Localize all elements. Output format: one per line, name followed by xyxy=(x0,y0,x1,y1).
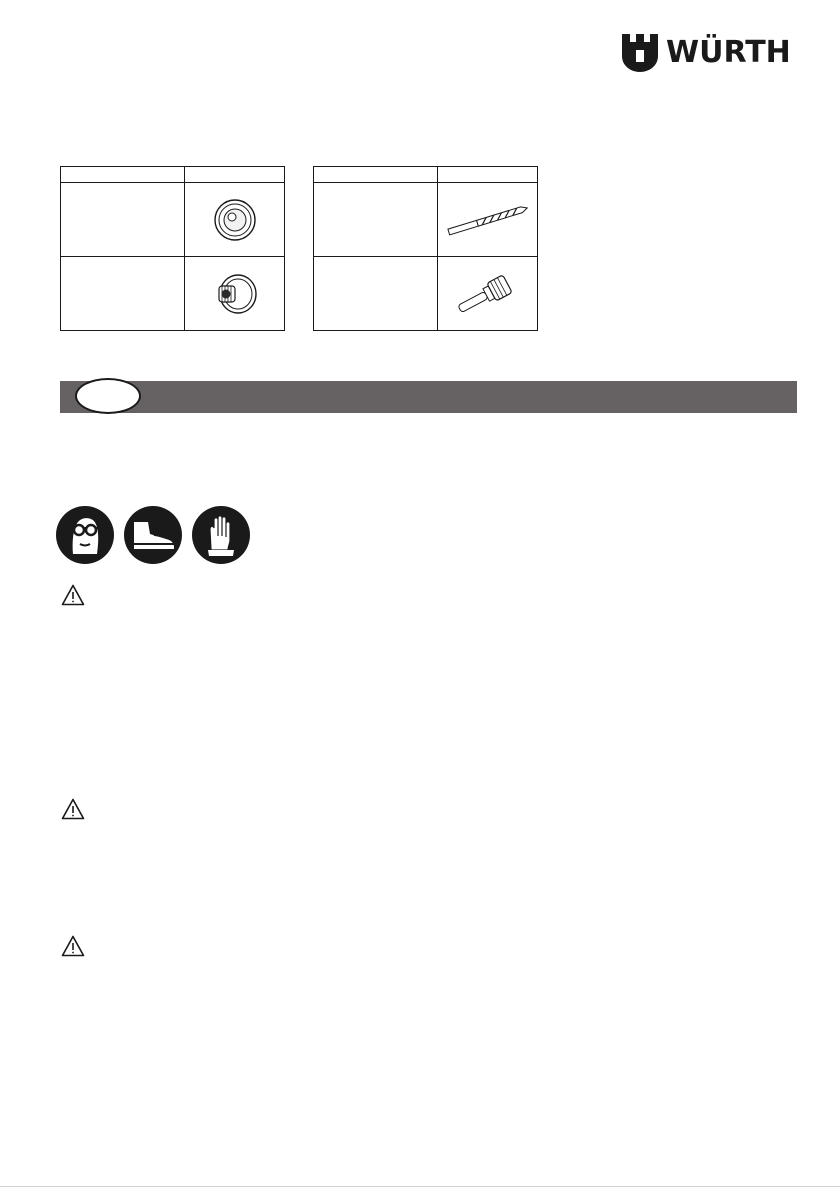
parts-table-1 xyxy=(60,166,285,331)
part-image-cell xyxy=(438,257,538,331)
part-image-cell xyxy=(185,183,285,257)
part-image-cell xyxy=(185,257,285,331)
part-image-cell xyxy=(438,183,538,257)
cup-washer-icon xyxy=(205,195,265,245)
section-header-bar xyxy=(60,381,797,413)
table-row xyxy=(61,257,285,331)
safety-shoes-icon xyxy=(124,506,182,564)
table-header-row xyxy=(314,167,538,183)
language-badge xyxy=(75,378,141,414)
wurth-wordmark: WÜRTH xyxy=(666,35,791,70)
warning-triangle-icon xyxy=(61,935,85,957)
part-label-cell xyxy=(61,257,185,331)
table-row xyxy=(61,183,285,257)
table-row xyxy=(314,257,538,331)
header-cell-image xyxy=(185,167,285,183)
header-cell-image xyxy=(438,167,538,183)
warning-triangle-icon xyxy=(61,584,85,606)
table-row xyxy=(314,183,538,257)
part-label-cell xyxy=(61,183,185,257)
page-bottom-rule xyxy=(0,1186,840,1187)
part-label-cell xyxy=(314,183,438,257)
part-label-cell xyxy=(314,257,438,331)
threaded-adapter-icon xyxy=(205,269,265,319)
wurth-castle-icon xyxy=(622,34,658,72)
protective-gloves-icon xyxy=(192,506,250,564)
table-header-row xyxy=(61,167,285,183)
eye-protection-icon xyxy=(56,506,114,564)
drill-bit-icon xyxy=(443,200,533,240)
header-cell-name xyxy=(314,167,438,183)
header-cell-name xyxy=(61,167,185,183)
wurth-logo xyxy=(622,34,792,72)
arbor-shank-icon xyxy=(448,269,528,319)
warning-triangle-icon xyxy=(61,798,85,820)
parts-table-2 xyxy=(313,166,538,331)
